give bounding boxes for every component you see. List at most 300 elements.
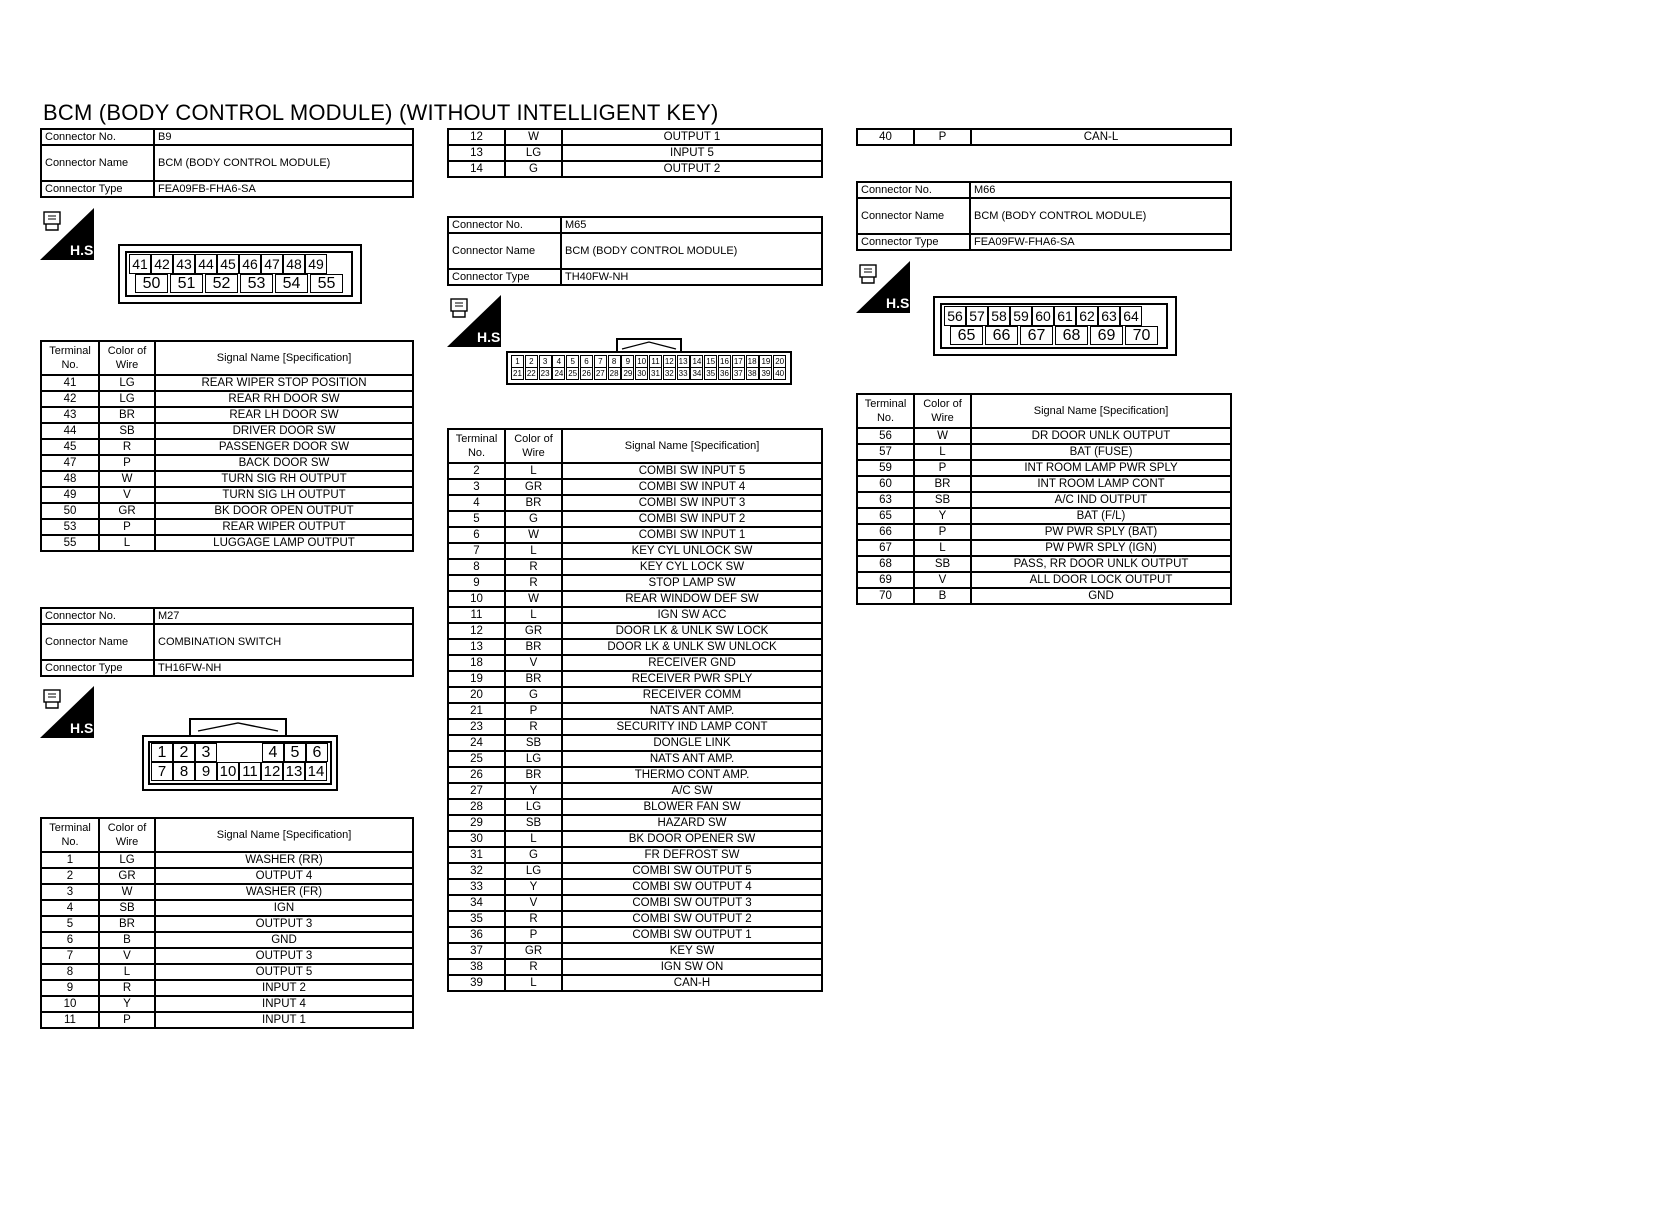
hs-symbol <box>40 686 98 738</box>
connector-pin: 49 <box>305 254 327 274</box>
signal-name-cell: KEY SW <box>562 943 822 959</box>
terminal-no-cell: 12 <box>448 129 505 145</box>
wire-color-cell: P <box>505 703 562 719</box>
connector-pin: 38 <box>746 367 759 380</box>
signal-name-cell: COMBI SW INPUT 3 <box>562 495 822 511</box>
wire-color-cell: GR <box>505 943 562 959</box>
connector-pin: 47 <box>261 254 283 274</box>
connector-pin: 10 <box>635 355 648 368</box>
table-row <box>857 556 1231 572</box>
wire-color-cell: L <box>914 444 971 460</box>
signal-name-cell: STOP LAMP SW <box>562 575 822 591</box>
wire-color-cell: SB <box>914 492 971 508</box>
connector-pin: 22 <box>525 367 538 380</box>
connector-pin: 25 <box>566 367 579 380</box>
terminal-no-header: Terminal No. <box>41 818 99 852</box>
color-of-wire-header: Color of Wire <box>99 341 155 375</box>
table-row <box>857 460 1231 476</box>
signal-name-cell: OUTPUT 1 <box>562 129 822 145</box>
terminal-no-cell: 32 <box>448 863 505 879</box>
terminal-no-cell: 13 <box>448 145 505 161</box>
wire-color-cell: R <box>505 959 562 975</box>
connector-type-label: Connector Type <box>41 660 154 676</box>
terminal-no-cell: 8 <box>448 559 505 575</box>
connector-pin: 70 <box>1125 326 1158 345</box>
wire-color-cell: B <box>914 588 971 604</box>
wire-color-cell: Y <box>914 508 971 524</box>
signal-name-cell: INPUT 1 <box>155 1012 413 1028</box>
signal-name-cell: NATS ANT AMP. <box>562 703 822 719</box>
signal-name-cell: COMBI SW INPUT 2 <box>562 511 822 527</box>
connector-pin: 1 <box>151 743 173 762</box>
terminal-no-cell: 3 <box>41 884 99 900</box>
table-row <box>448 831 822 847</box>
connector-housing <box>125 251 353 297</box>
connector-pin: 34 <box>690 367 703 380</box>
table-row <box>448 527 822 543</box>
table-row <box>448 815 822 831</box>
wire-color-cell: R <box>99 980 155 996</box>
terminal-no-cell: 11 <box>448 607 505 623</box>
connector-name-value: BCM (BODY CONTROL MODULE) <box>154 145 413 181</box>
wire-color-cell: BR <box>505 639 562 655</box>
table-row <box>41 535 413 551</box>
signal-name-cell: SECURITY IND LAMP CONT <box>562 719 822 735</box>
table-row <box>41 852 413 868</box>
terminal-no-cell: 45 <box>41 439 99 455</box>
terminal-no-cell: 7 <box>41 948 99 964</box>
signal-name-cell: DOOR LK & UNLK SW LOCK <box>562 623 822 639</box>
connector-no-value: M27 <box>154 608 413 624</box>
connector-pin: 6 <box>306 743 328 762</box>
connector-pin: 63 <box>1098 306 1120 326</box>
table-row <box>857 476 1231 492</box>
signal-name-cell: CAN-L <box>971 129 1231 145</box>
terminal-no-cell: 43 <box>41 407 99 423</box>
table-row <box>41 980 413 996</box>
terminal-no-cell: 56 <box>857 428 914 444</box>
signal-name-cell: REAR WINDOW DEF SW <box>562 591 822 607</box>
connector-latch <box>142 713 338 737</box>
wire-color-cell: L <box>914 540 971 556</box>
wire-color-cell: LG <box>99 852 155 868</box>
connector-pin: 30 <box>635 367 648 380</box>
terminal-no-cell: 13 <box>448 639 505 655</box>
table-row <box>448 607 822 623</box>
connector-pin: 48 <box>283 254 305 274</box>
terminal-no-cell: 67 <box>857 540 914 556</box>
info-table-b9 <box>40 128 414 198</box>
wire-color-cell: G <box>505 847 562 863</box>
signal-name-cell: INPUT 2 <box>155 980 413 996</box>
signal-name-cell: PASSENGER DOOR SW <box>155 439 413 455</box>
terminal-no-cell: 12 <box>448 623 505 639</box>
terminal-no-cell: 4 <box>41 900 99 916</box>
table-row <box>448 145 822 161</box>
pin-table-m27-continued <box>447 128 823 178</box>
wire-color-cell: BR <box>505 767 562 783</box>
signal-name-cell: ALL DOOR LOCK OUTPUT <box>971 572 1231 588</box>
terminal-no-cell: 65 <box>857 508 914 524</box>
signal-name-cell: PASS, RR DOOR UNLK OUTPUT <box>971 556 1231 572</box>
terminal-no-cell: 8 <box>41 964 99 980</box>
connector-type-value: FEA09FB-FHA6-SA <box>154 181 413 197</box>
table-row <box>448 655 822 671</box>
signal-name-cell: TURN SIG RH OUTPUT <box>155 471 413 487</box>
signal-name-cell: A/C IND OUTPUT <box>971 492 1231 508</box>
terminal-no-cell: 63 <box>857 492 914 508</box>
table-row <box>448 161 822 177</box>
pin-table-header <box>41 818 413 852</box>
signal-name-cell: OUTPUT 2 <box>562 161 822 177</box>
connector-face-m66 <box>933 296 1177 356</box>
connector-pin: 4 <box>262 743 284 762</box>
hs-symbol <box>447 295 505 347</box>
terminal-no-cell: 35 <box>448 911 505 927</box>
wire-color-cell: W <box>505 591 562 607</box>
table-row <box>448 767 822 783</box>
connector-pin: 8 <box>173 762 195 781</box>
terminal-no-cell: 29 <box>448 815 505 831</box>
connector-pin: 33 <box>677 367 690 380</box>
table-row <box>41 948 413 964</box>
signal-name-cell: INPUT 4 <box>155 996 413 1012</box>
wire-color-cell: P <box>914 129 971 145</box>
signal-name-cell: RECEIVER PWR SPLY <box>562 671 822 687</box>
signal-name-cell: COMBI SW INPUT 5 <box>562 463 822 479</box>
signal-name-cell: GND <box>971 588 1231 604</box>
signal-name-cell: WASHER (FR) <box>155 884 413 900</box>
harness-side-icon <box>40 686 98 743</box>
signal-name-cell: IGN <box>155 900 413 916</box>
wire-color-cell: BR <box>99 407 155 423</box>
connector-pin: 67 <box>1020 326 1053 345</box>
terminal-no-cell: 25 <box>448 751 505 767</box>
connector-pin: 37 <box>732 367 745 380</box>
connector-pin: 13 <box>677 355 690 368</box>
table-row <box>448 847 822 863</box>
table-row <box>41 519 413 535</box>
connector-type-label: Connector Type <box>41 181 154 197</box>
connector-no-value: M66 <box>970 182 1231 198</box>
connector-pin: 8 <box>608 355 621 368</box>
signal-name-cell: DRIVER DOOR SW <box>155 423 413 439</box>
wire-color-cell: Y <box>505 783 562 799</box>
signal-name-header: Signal Name [Specification] <box>562 429 822 463</box>
wire-color-cell: BR <box>505 671 562 687</box>
terminal-no-cell: 44 <box>41 423 99 439</box>
connector-pin: 35 <box>704 367 717 380</box>
terminal-no-cell: 53 <box>41 519 99 535</box>
connector-housing <box>940 303 1168 349</box>
terminal-no-cell: 40 <box>857 129 914 145</box>
table-row <box>41 407 413 423</box>
table-row <box>448 783 822 799</box>
wire-color-cell: LG <box>99 391 155 407</box>
wire-color-cell: V <box>99 948 155 964</box>
table-row <box>41 916 413 932</box>
terminal-no-cell: 5 <box>448 511 505 527</box>
connector-pin: 12 <box>261 762 283 781</box>
terminal-no-cell: 47 <box>41 455 99 471</box>
wire-color-cell: SB <box>505 735 562 751</box>
hs-symbol <box>40 208 98 260</box>
connector-pin: 24 <box>552 367 565 380</box>
signal-name-cell: BLOWER FAN SW <box>562 799 822 815</box>
wire-color-cell: V <box>99 487 155 503</box>
connector-pin: 9 <box>621 355 634 368</box>
wire-color-cell: LG <box>99 375 155 391</box>
connector-pin: 43 <box>173 254 195 274</box>
connector-name-value: BCM (BODY CONTROL MODULE) <box>970 198 1231 234</box>
connector-pin: 42 <box>151 254 173 274</box>
info-table-m65 <box>447 216 823 286</box>
wire-color-cell: W <box>914 428 971 444</box>
connector-pin: 19 <box>759 355 772 368</box>
info-table-m27 <box>40 607 414 677</box>
terminal-no-header: Terminal No. <box>41 341 99 375</box>
connector-pin: 61 <box>1054 306 1076 326</box>
connector-pin: 17 <box>732 355 745 368</box>
connector-type-label: Connector Type <box>448 269 561 285</box>
wire-color-cell: SB <box>505 815 562 831</box>
signal-name-cell: REAR LH DOOR SW <box>155 407 413 423</box>
connector-no-label: Connector No. <box>41 608 154 624</box>
connector-type-value: TH16FW-NH <box>154 660 413 676</box>
connector-pin: 66 <box>985 326 1018 345</box>
color-of-wire-header: Color of Wire <box>914 394 971 428</box>
wire-color-cell: G <box>505 161 562 177</box>
table-row <box>41 375 413 391</box>
wire-color-cell: R <box>505 719 562 735</box>
connector-pin: 5 <box>284 743 306 762</box>
table-row <box>857 524 1231 540</box>
page-title: BCM (BODY CONTROL MODULE) (WITHOUT INTELLIGENT KEY) <box>43 100 719 125</box>
connector-pin: 2 <box>173 743 195 762</box>
terminal-no-cell: 55 <box>41 535 99 551</box>
terminal-no-cell: 3 <box>448 479 505 495</box>
connector-pin: 54 <box>275 274 308 293</box>
terminal-no-cell: 2 <box>41 868 99 884</box>
terminal-no-cell: 41 <box>41 375 99 391</box>
signal-name-cell: KEY CYL LOCK SW <box>562 559 822 575</box>
connector-pin: 10 <box>217 762 239 781</box>
pin-table-header <box>448 429 822 463</box>
table-row <box>41 423 413 439</box>
terminal-no-cell: 49 <box>41 487 99 503</box>
connector-pin: 15 <box>704 355 717 368</box>
signal-name-cell: LUGGAGE LAMP OUTPUT <box>155 535 413 551</box>
wire-color-cell: G <box>505 687 562 703</box>
table-row <box>857 588 1231 604</box>
terminal-no-cell: 70 <box>857 588 914 604</box>
connector-pin: 18 <box>746 355 759 368</box>
terminal-no-cell: 21 <box>448 703 505 719</box>
signal-name-cell: COMBI SW INPUT 4 <box>562 479 822 495</box>
table-row <box>448 575 822 591</box>
signal-name-cell: DONGLE LINK <box>562 735 822 751</box>
wire-color-cell: GR <box>505 479 562 495</box>
wire-color-cell: W <box>505 129 562 145</box>
signal-name-cell: PW PWR SPLY (BAT) <box>971 524 1231 540</box>
connector-type-value: TH40FW-NH <box>561 269 822 285</box>
connector-pin: 4 <box>552 355 565 368</box>
wire-color-cell: P <box>99 519 155 535</box>
connector-housing <box>142 735 338 791</box>
connector-housing <box>506 351 792 385</box>
connector-pin: 53 <box>240 274 273 293</box>
terminal-no-cell: 57 <box>857 444 914 460</box>
connector-pin: 52 <box>205 274 238 293</box>
table-row <box>41 391 413 407</box>
table-row <box>41 471 413 487</box>
table-row <box>857 428 1231 444</box>
terminal-no-cell: 9 <box>448 575 505 591</box>
connector-pin: 50 <box>135 274 168 293</box>
table-row <box>448 799 822 815</box>
wire-color-cell: Y <box>505 879 562 895</box>
signal-name-cell: HAZARD SW <box>562 815 822 831</box>
table-row <box>448 703 822 719</box>
wire-color-cell: L <box>505 607 562 623</box>
hs-label: H.S. <box>477 329 505 345</box>
wire-color-cell: P <box>99 1012 155 1028</box>
signal-name-header: Signal Name [Specification] <box>155 341 413 375</box>
connector-pin: 62 <box>1076 306 1098 326</box>
terminal-no-cell: 19 <box>448 671 505 687</box>
wire-color-cell: W <box>505 527 562 543</box>
table-row <box>41 900 413 916</box>
connector-no-value: M65 <box>561 217 822 233</box>
wire-color-cell: LG <box>505 751 562 767</box>
terminal-no-cell: 14 <box>448 161 505 177</box>
terminal-no-cell: 26 <box>448 767 505 783</box>
connector-pin: 11 <box>649 355 662 368</box>
connector-pin: 51 <box>170 274 203 293</box>
terminal-no-cell: 42 <box>41 391 99 407</box>
pin-table-header <box>41 341 413 375</box>
connector-no-label: Connector No. <box>857 182 970 198</box>
table-row <box>41 996 413 1012</box>
wire-color-cell: BR <box>505 495 562 511</box>
table-row <box>41 884 413 900</box>
connector-name-label: Connector Name <box>448 233 561 269</box>
terminal-no-cell: 68 <box>857 556 914 572</box>
signal-name-cell: RECEIVER GND <box>562 655 822 671</box>
table-row <box>857 508 1231 524</box>
pin-table-m66 <box>856 393 1232 605</box>
color-of-wire-header: Color of Wire <box>99 818 155 852</box>
wire-color-cell: LG <box>505 863 562 879</box>
wire-color-cell: P <box>914 460 971 476</box>
signal-name-cell: OUTPUT 4 <box>155 868 413 884</box>
table-row <box>448 943 822 959</box>
table-row <box>448 671 822 687</box>
table-row <box>857 540 1231 556</box>
wire-color-cell: LG <box>505 799 562 815</box>
terminal-no-cell: 66 <box>857 524 914 540</box>
signal-name-cell: BACK DOOR SW <box>155 455 413 471</box>
connector-pin: 45 <box>217 254 239 274</box>
signal-name-cell: INT ROOM LAMP CONT <box>971 476 1231 492</box>
table-row <box>448 959 822 975</box>
connector-pin: 36 <box>718 367 731 380</box>
connector-pin: 69 <box>1090 326 1123 345</box>
connector-face-b9 <box>118 244 362 304</box>
connector-pin: 40 <box>773 367 786 380</box>
connector-pin: 39 <box>759 367 772 380</box>
connector-type-label: Connector Type <box>857 234 970 250</box>
signal-name-cell: OUTPUT 5 <box>155 964 413 980</box>
wire-color-cell: B <box>99 932 155 948</box>
wire-color-cell: BR <box>914 476 971 492</box>
signal-name-cell: INPUT 5 <box>562 145 822 161</box>
connector-pin: 14 <box>690 355 703 368</box>
connector-no-label: Connector No. <box>41 129 154 145</box>
table-row <box>41 868 413 884</box>
table-row <box>448 639 822 655</box>
wire-color-cell: R <box>99 439 155 455</box>
connector-pin: 29 <box>621 367 634 380</box>
table-row <box>857 444 1231 460</box>
terminal-no-cell: 24 <box>448 735 505 751</box>
table-row <box>448 911 822 927</box>
connector-pin: 21 <box>511 367 524 380</box>
terminal-no-cell: 39 <box>448 975 505 991</box>
connector-pin: 59 <box>1010 306 1032 326</box>
connector-pin: 7 <box>594 355 607 368</box>
wire-color-cell: GR <box>99 503 155 519</box>
terminal-no-cell: 33 <box>448 879 505 895</box>
pin-table-m27 <box>40 817 414 1029</box>
connector-pin: 68 <box>1055 326 1088 345</box>
wire-color-cell: V <box>914 572 971 588</box>
connector-name-value: COMBINATION SWITCH <box>154 624 413 660</box>
info-table-m66 <box>856 181 1232 251</box>
terminal-no-cell: 5 <box>41 916 99 932</box>
wire-color-cell: R <box>505 575 562 591</box>
wire-color-cell: L <box>99 535 155 551</box>
signal-name-header: Signal Name [Specification] <box>155 818 413 852</box>
wire-color-cell: L <box>505 831 562 847</box>
connector-pin: 12 <box>663 355 676 368</box>
table-row <box>448 591 822 607</box>
table-row <box>448 129 822 145</box>
table-row <box>41 487 413 503</box>
connector-pin: 28 <box>608 367 621 380</box>
table-row <box>448 863 822 879</box>
signal-name-cell: BK DOOR OPENER SW <box>562 831 822 847</box>
harness-side-icon <box>447 295 505 352</box>
table-row <box>41 932 413 948</box>
hs-label: H.S. <box>70 242 98 258</box>
connector-pin: 27 <box>594 367 607 380</box>
connector-pin: 56 <box>944 306 966 326</box>
terminal-no-cell: 31 <box>448 847 505 863</box>
signal-name-cell: INT ROOM LAMP PWR SPLY <box>971 460 1231 476</box>
connector-pin: 46 <box>239 254 261 274</box>
wire-color-cell: W <box>99 884 155 900</box>
wire-color-cell: G <box>505 511 562 527</box>
table-row <box>448 879 822 895</box>
connector-pin: 3 <box>195 743 217 762</box>
table-row <box>857 492 1231 508</box>
wire-color-cell: L <box>99 964 155 980</box>
wire-color-cell: BR <box>99 916 155 932</box>
table-row <box>448 719 822 735</box>
terminal-no-cell: 28 <box>448 799 505 815</box>
table-row <box>41 503 413 519</box>
